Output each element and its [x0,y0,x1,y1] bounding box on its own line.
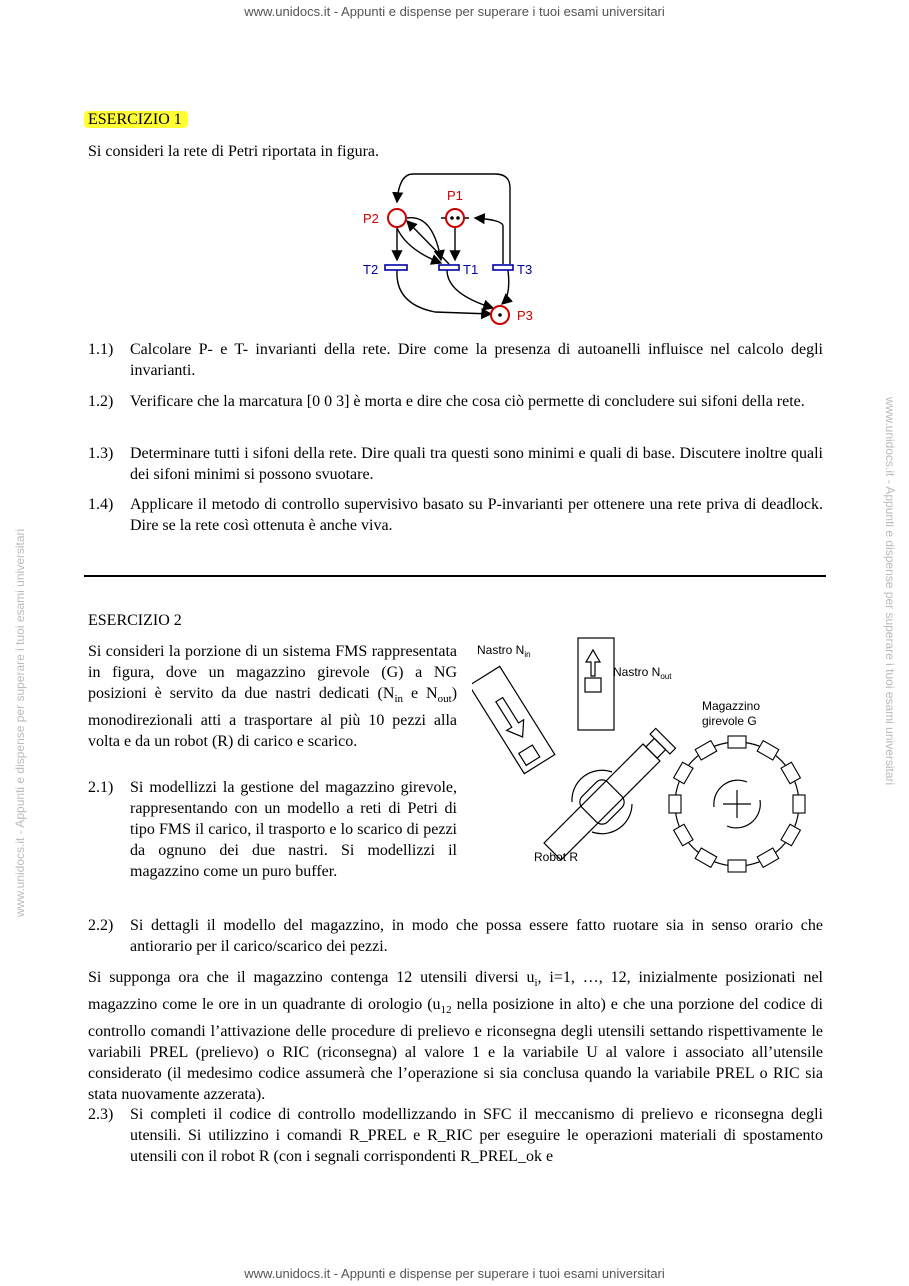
label-magazzino: Magazzino [702,699,761,713]
magazzino-slot [781,762,800,784]
exercise-2-paragraph: Si supponga ora che il magazzino contenga 12 utensili diversi $u_i$, i=1, …, 12, inizialmente posizionati nel magazzino come le ore in un quadrante di orologio ($u_{12}$ nella posizione in alto) e che una porzione del codice di controllo comandi l’attivazione delle procedure di prelievo e riconsegna degli utensili settando rispettivamente le variabili PREL (prelievo) o RIC (riconsegna) al valore 1 e la variabile U al valore i associato all’utensile considerato (il medesimo codice assumerà che l’operazione si sia conclusa quando la variabile PREL o RIC sia stata nuovamente azzerata). [88,969,824,1104]
exercise-2-title: ESERCIZIO 2 [88,612,182,629]
magazzino-slot [695,848,717,867]
exercise-2-intro: Si consideri la porzione di un sistema FMS rappresentata in figura, dove un magazzino girevole (G) a NG posizioni è servito da due nastri dedicati ($N_{in}$ e $N_{out}$) monodirezionali atti a trasportare al più 10 pezzi alla volta e da un robot (R) di carico e scarico. [88,643,458,751]
watermark-top: www.unidocs.it - Appunti e dispense per superare i tuoi esami universitari [244,4,665,19]
label-nastro-out: Nastro $N_{out}$ [613,665,672,681]
question-text: Verificare che la marcatura [0 0 3] è morta e dire che cosa ciò permette di concludere sui sifoni della rete. [130,393,805,410]
magazzino-slot [669,795,681,813]
magazzino-slot [674,824,693,846]
transition-label-t2: T2 [363,262,379,277]
watermark-bottom: www.unidocs.it - Appunti e dispense per superare i tuoi esami universitari [244,1266,665,1281]
transition-label-t3: T3 [517,262,533,277]
magazzino-slot [695,741,717,760]
question-text: Applicare il metodo di controllo supervisivo basato su P-invarianti per ottenere una rete priva di deadlock. Dire se la rete così ottenuta è anche viva. [130,496,823,534]
fms-figure [472,632,827,882]
magazzino-slot [728,736,746,748]
question-number: 1.3) [88,445,114,462]
magazzino-slot [757,848,779,867]
petri-transitions [385,265,513,270]
question-number: 1.1) [88,341,114,358]
watermark-side-right: www.unidocs.it - Appunti e dispense per superare i tuoi esami universitari [883,397,897,786]
question-text: Si dettagli il modello del magazzino, in modo che possa essere fatto ruotare sia in senso orario che antiorario per il carico/scarico dei pezzi. [130,917,823,955]
question-number: 2.1) [88,779,114,796]
question-text: Calcolare P- e T- invarianti della rete. Dire come la presenza di autoanelli influisce nel calcolo degli invarianti. [130,341,823,379]
question-number: 1.4) [88,496,114,513]
place-label-p2: P2 [363,211,379,226]
place-label-p1: P1 [447,188,463,203]
place-label-p3: P3 [517,308,533,323]
label-robot: Robot R [534,850,579,864]
transition-label-t1: T1 [463,262,479,277]
question-text: Si modellizzi la gestione del magazzino girevole, rappresentando con un modello a reti di Petri di tipo FMS il carico, il trasporto e lo scarico di pezzi da ognuno dei due nastri. Si modellizzi il magazzino come un puro buffer. [130,779,457,880]
magazzino-slot [674,762,693,784]
label-nastro-in: Nastro $N_{in}$ [477,643,531,659]
question-number: 2.2) [88,917,114,934]
item-2-3-text: Si completi il codice di controllo modellizzando in SFC il meccanismo di prelievo e riconsegna degli utensili. Si utilizzino i comandi R_PREL e R_RIC per eseguire le operazioni materiali di spostamento utensili con il robot R (con i segnali corrispondenti R_PREL_ok e [130,1106,823,1165]
label-magazzino-2: girevole G [702,714,757,728]
exercise-1-intro: Si consideri la rete di Petri riportata in figura. [88,143,380,160]
petri-net-figure [355,168,555,333]
magazzino-slot [781,824,800,846]
magazzino-slot [728,860,746,872]
watermark-side-left: www.unidocs.it - Appunti e dispense per superare i tuoi esami universitari [13,528,27,917]
magazzino-slot [793,795,805,813]
item-2-3-number: 2.3) [88,1106,114,1123]
question-number: 1.2) [88,393,114,410]
exercise-1-title: ESERCIZIO 1 [84,109,188,130]
magazzino-slot [757,741,779,760]
section-divider [84,575,826,577]
question-text: Determinare tutti i sifoni della rete. Dire quali tra questi sono minimi e quali di base. Discutere inoltre quali dei sifoni minimi si possono svuotare. [130,445,823,483]
